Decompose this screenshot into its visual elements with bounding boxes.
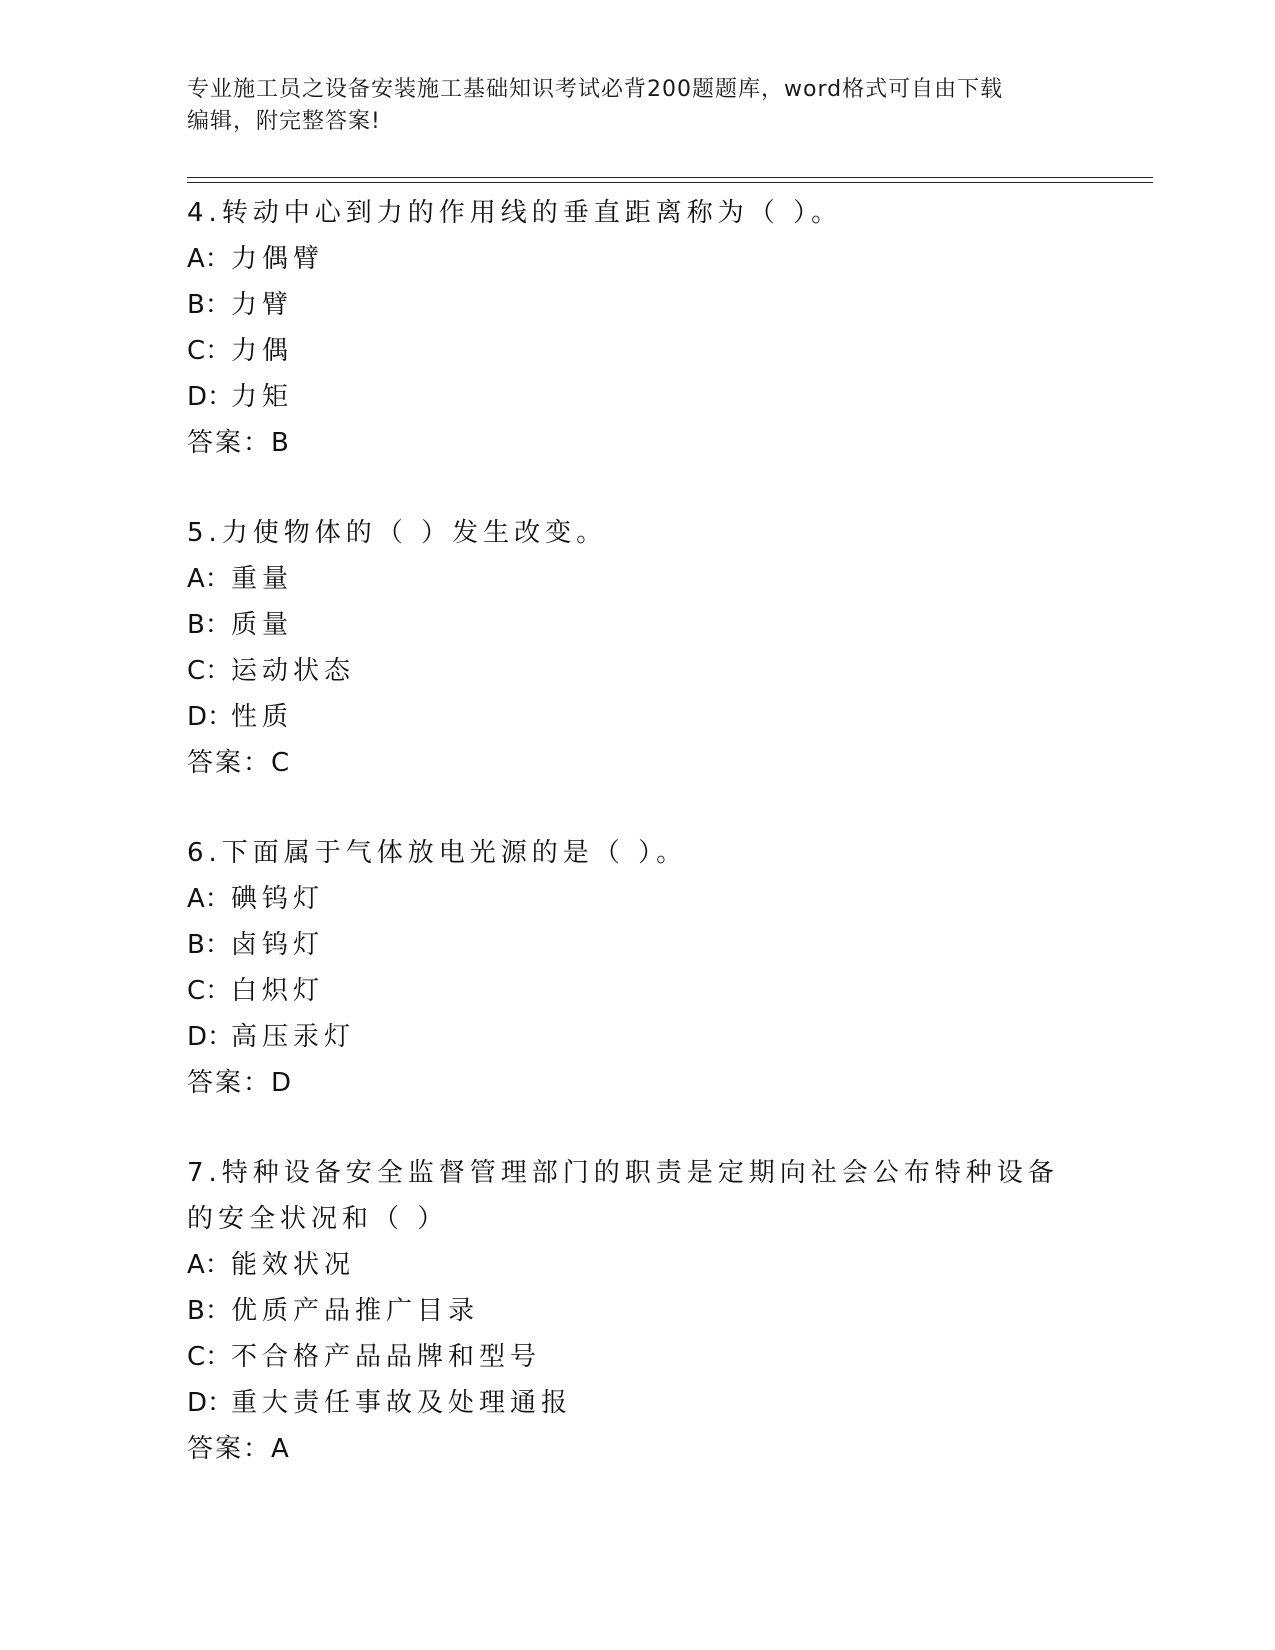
option-text: 力矩 [231, 382, 294, 412]
option-text: 不合格产品品牌和型号 [231, 1342, 542, 1372]
option-letter: A： [187, 564, 231, 594]
option-letter: C： [187, 336, 232, 366]
option-letter: D： [187, 1388, 234, 1418]
question-5 [187, 510, 1087, 786]
option-d [187, 694, 1087, 740]
option-text: 质量 [231, 610, 294, 640]
option-letter: C： [187, 976, 232, 1006]
question-stem: 4.转动中心到力的作用线的垂直距离称为（ ）。 [187, 198, 843, 228]
answer-line: 答案：B [187, 428, 291, 458]
question-6 [187, 830, 1087, 1106]
question-7 [187, 1150, 1087, 1472]
answer-line: 答案：A [187, 1434, 291, 1464]
question-stem: 7.特种设备安全监督管理部门的职责是定期向社会公布特种设备的安全状况和（ ） [187, 1158, 1059, 1234]
answer-line: 答案：D [187, 1068, 294, 1098]
header-divider-bottom [187, 182, 1153, 183]
header-title-line-2: 编辑，附完整答案! [187, 109, 381, 134]
option-letter: A： [187, 244, 231, 274]
option-letter: B： [187, 930, 231, 960]
option-c [187, 328, 1087, 374]
option-text: 运动状态 [231, 656, 356, 686]
option-a [187, 876, 1087, 922]
option-text: 高压汞灯 [231, 1022, 356, 1052]
option-a [187, 556, 1087, 602]
option-text: 力偶臂 [231, 244, 325, 274]
option-letter: C： [187, 656, 232, 686]
option-d [187, 374, 1087, 420]
option-b [187, 282, 1087, 328]
option-text: 重大责任事故及处理通报 [231, 1388, 573, 1418]
header-divider-top [187, 177, 1153, 178]
option-letter: B： [187, 1296, 231, 1326]
option-text: 白炽灯 [231, 976, 325, 1006]
question-gap [187, 466, 1087, 510]
option-d [187, 1014, 1087, 1060]
document-header [187, 74, 1087, 138]
option-letter: D： [187, 702, 234, 732]
option-letter: C： [187, 1342, 232, 1372]
option-b [187, 602, 1087, 648]
option-letter: D： [187, 382, 234, 412]
question-stem: 6.下面属于气体放电光源的是（ ）。 [187, 838, 688, 868]
option-letter: D： [187, 1022, 234, 1052]
question-gap [187, 786, 1087, 830]
question-list [187, 190, 1087, 1472]
question-4 [187, 190, 1087, 466]
option-text: 优质产品推广目录 [231, 1296, 480, 1326]
option-text: 力偶 [231, 336, 294, 366]
option-letter: B： [187, 610, 231, 640]
option-c [187, 648, 1087, 694]
option-text: 重量 [231, 564, 294, 594]
option-text: 性质 [231, 702, 294, 732]
option-c [187, 1334, 1087, 1380]
option-text: 卤钨灯 [231, 930, 325, 960]
option-a [187, 1242, 1087, 1288]
question-stem: 5.力使物体的（ ）发生改变。 [187, 518, 608, 548]
answer-line: 答案：C [187, 748, 292, 778]
option-letter: B： [187, 290, 231, 320]
option-b [187, 922, 1087, 968]
option-text: 力臂 [231, 290, 294, 320]
header-title-line-1: 专业施工员之设备安装施工基础知识考试必背200题题库，word格式可自由下载 [187, 77, 1004, 102]
option-b [187, 1288, 1087, 1334]
option-text: 能效状况 [231, 1250, 356, 1280]
option-text: 碘钨灯 [231, 884, 325, 914]
option-d [187, 1380, 1087, 1426]
option-letter: A： [187, 884, 231, 914]
question-gap [187, 1106, 1087, 1150]
option-a [187, 236, 1087, 282]
option-c [187, 968, 1087, 1014]
option-letter: A： [187, 1250, 231, 1280]
